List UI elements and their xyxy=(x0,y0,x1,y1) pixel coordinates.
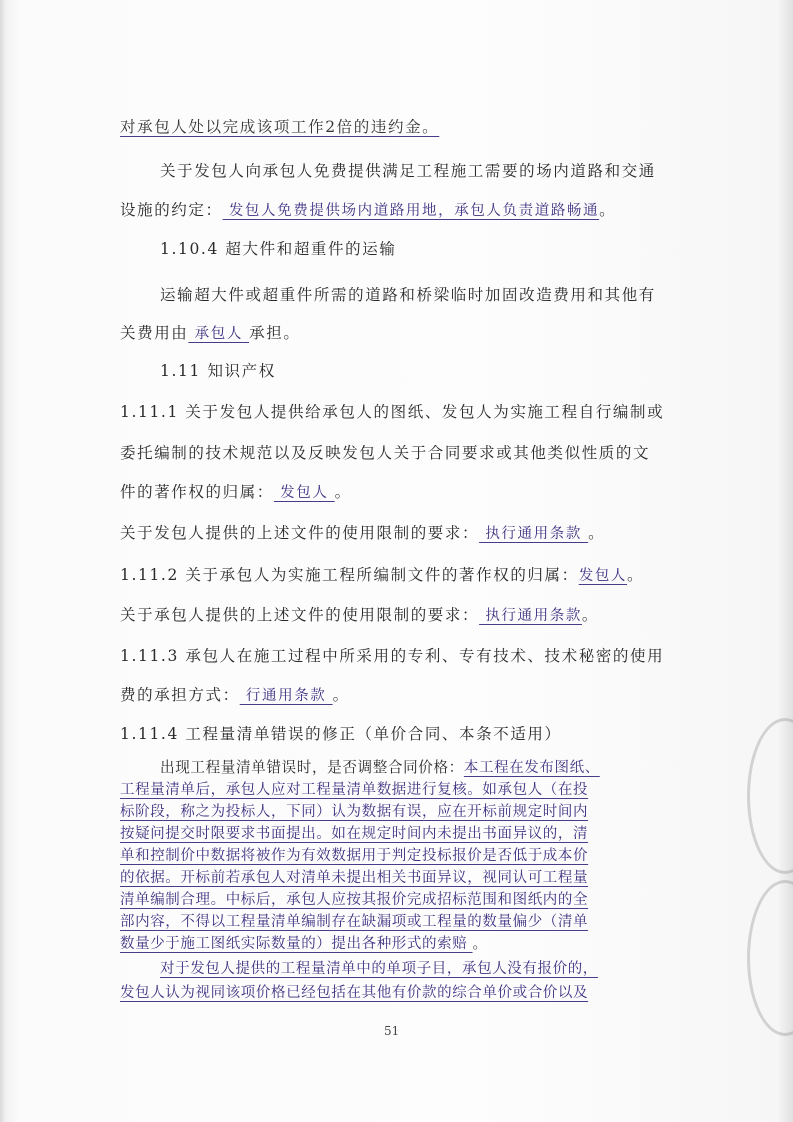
section-heading: 1.11 知识产权 xyxy=(160,362,276,380)
text-line xyxy=(120,823,690,845)
text-line: 出现工程量清单错误时，是否调整合同价格：本工程在发布图纸、 xyxy=(160,759,600,776)
text-line xyxy=(120,845,690,867)
text-line: 运输超大件或超重件所需的道路和桥梁临时加固改造费用和其他有 xyxy=(160,286,656,304)
filled-blank: 工程量清单后，承包人应对工程量清单数据进行复核。如承包人（在投 xyxy=(120,782,589,798)
text-line xyxy=(120,779,690,801)
text-line xyxy=(120,116,690,138)
filled-blank: 执行通用条款 xyxy=(479,526,589,542)
filled-blank: 标阶段，称之为投标人，下同）认为数据有误，应在开标前规定时间内 xyxy=(120,804,589,820)
text-line: 1.11.2 关于承包人为实施工程所编制文件的著作权的归属：发包人。 xyxy=(120,566,645,584)
text-line xyxy=(160,958,690,980)
text-line: 委托编制的技术规范以及反映发包人关于合同要求或其他类似性质的文 xyxy=(120,444,651,462)
filled-blank: 发包人 xyxy=(578,568,628,584)
text-line xyxy=(120,889,690,911)
filled-blank: 的依据。开标前若承包人对清单未提出相关书面异议，视同认可工程量 xyxy=(120,870,589,886)
text-line: 数量少于施工图纸实际数量的）提出各种形式的索赔 。 xyxy=(120,935,488,952)
text-line: 1.11.3 承包人在施工过程中所采用的专利、专有技术、技术秘密的使用 xyxy=(120,647,665,665)
text-line: 1.11.1 关于发包人提供给承包人的图纸、发包人为实施工程自行编制或 xyxy=(120,403,665,421)
text-line: 关于发包人提供的上述文件的使用限制的要求： 执行通用条款 。 xyxy=(120,524,606,542)
filled-blank: 清单编制合理。中标后，承包人应按其报价完成招标范围和图纸内的全 xyxy=(120,892,589,908)
text-line xyxy=(120,867,690,889)
text-line xyxy=(120,801,690,823)
text-line: 费的承担方式： 行通用条款 。 xyxy=(120,686,350,704)
section-heading: 1.11.4 工程量清单错误的修正（单价合同、本条不适用） xyxy=(120,725,562,743)
filled-blank: 对于发包人提供的工程量清单中的单项子目，承包人没有报价的， xyxy=(160,961,598,977)
filled-blank: 执行通用条款 xyxy=(479,608,582,624)
filled-blank: 按疑问提交时限要求书面提出。如在规定时间内未提出书面异议的，清 xyxy=(120,826,589,842)
filled-blank: 发包人认为视同该项价格已经包括在其他有价款的综合单价或合价以及 xyxy=(120,985,589,1001)
filled-blank: 承包人 xyxy=(188,326,250,342)
filled-blank: 发包人免费提供场内道路用地，承包人负责道路畅通 xyxy=(222,203,600,219)
filled-blank: 单和控制价中数据将被作为有效数据用于判定投标报价是否低于成本价 xyxy=(120,848,589,864)
filled-blank: 本工程在发布图纸、 xyxy=(463,760,600,776)
filled-blank: 发包人 xyxy=(273,485,335,501)
section-heading: 1.10.4 超大件和超重件的运输 xyxy=(160,240,397,258)
text-line: 件的著作权的归属： 发包人 。 xyxy=(120,483,352,501)
filled-blank: 对承包人处以完成该项工作2倍的违约金。 xyxy=(120,118,440,136)
text-line xyxy=(120,982,690,1004)
text-line xyxy=(120,911,690,933)
filled-blank: 部内容，不得以工程量清单编制存在缺漏项或工程量的数量偏少（清单 xyxy=(120,914,589,930)
text-line: 关费用由 承包人 承担。 xyxy=(120,324,301,342)
filled-blank: 数量少于施工图纸实际数量的）提出各种形式的索赔 xyxy=(120,936,473,952)
filled-blank: 行通用条款 xyxy=(239,688,333,704)
text-line: 关于发包人向承包人免费提供满足工程施工需要的场内道路和交通 xyxy=(160,162,656,180)
page-number: 51 xyxy=(384,1024,400,1038)
text-line: 设施的约定： 发包人免费提供场内道路用地，承包人负责道路畅通。 xyxy=(120,201,617,219)
text-line: 关于承包人提供的上述文件的使用限制的要求： 执行通用条款。 xyxy=(120,606,600,624)
